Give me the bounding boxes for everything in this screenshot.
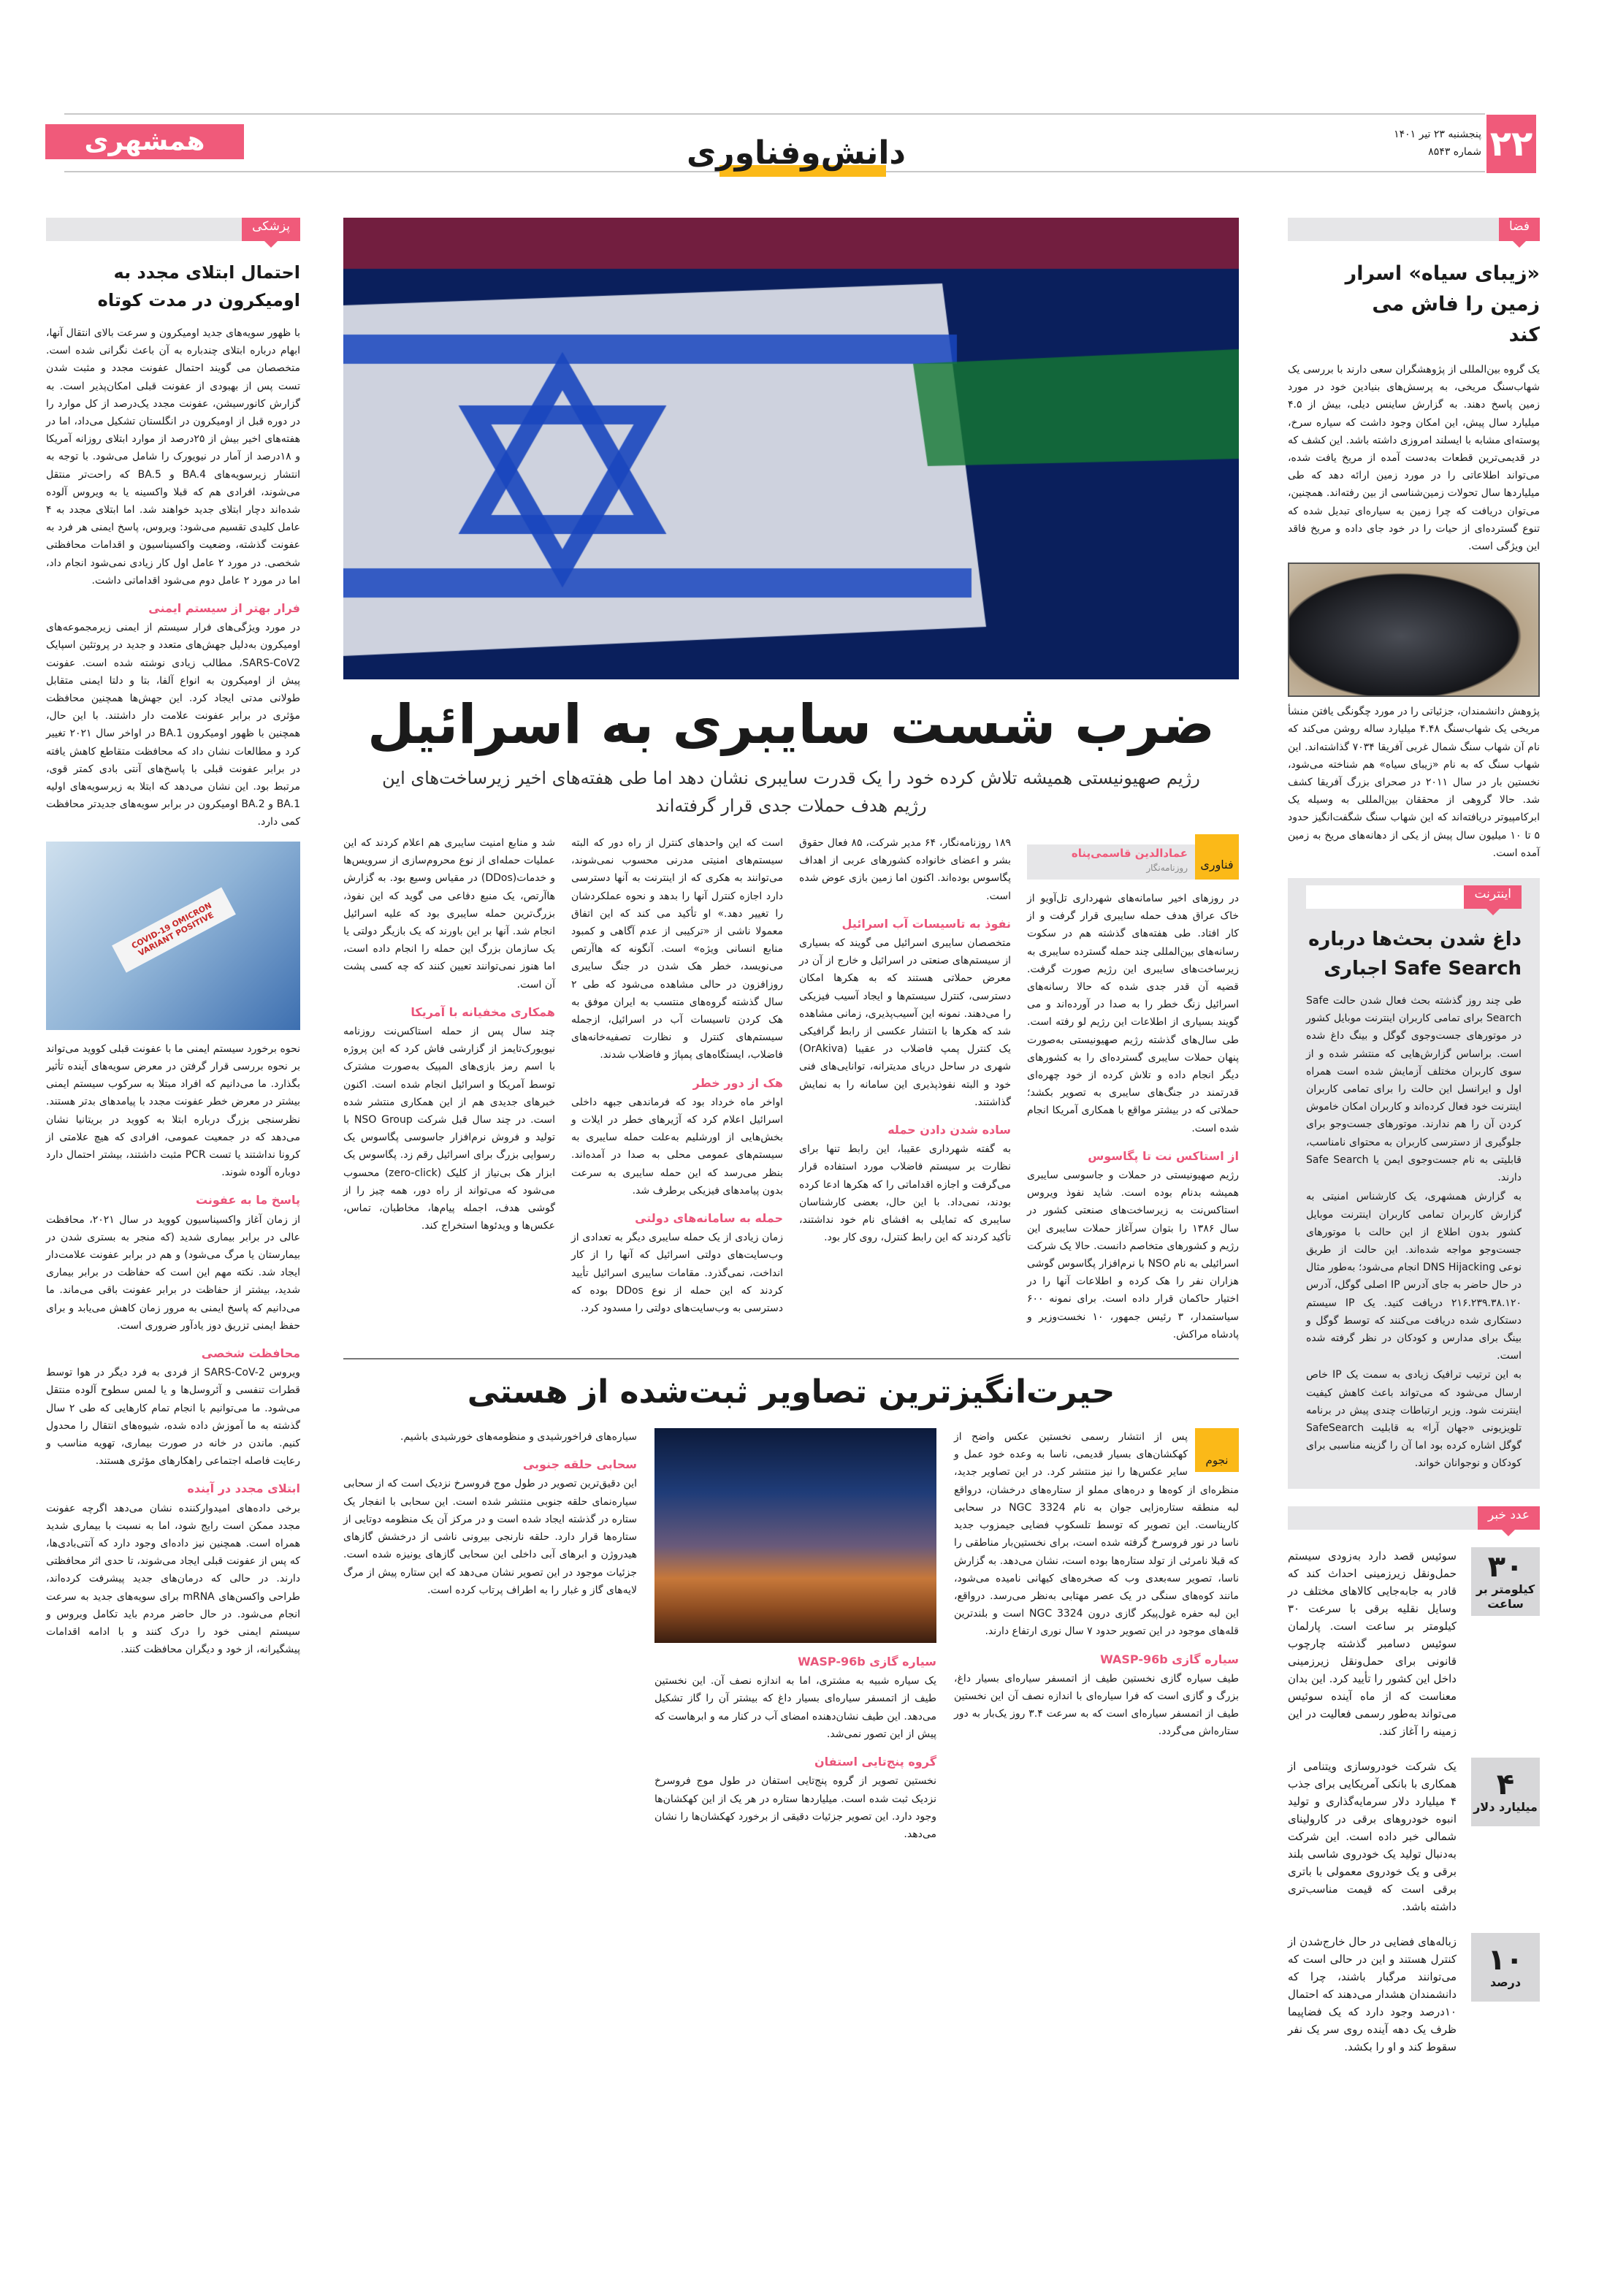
carina-nebula-photo	[654, 1428, 936, 1643]
divider	[343, 1358, 1239, 1359]
bottom-article-columns	[343, 1428, 1239, 1845]
meteorite-photo	[1288, 562, 1540, 697]
subhead: محافظت شخصی	[201, 1346, 300, 1360]
bottom-col2: سیاره گازی WASP-96b یک سیاره شبیه به مشتری، اما به اندازه نصف آن. این نخستین طیف از اتمسفر سیاره‌ای بسیار داغ که بیشتر آن را گاز تشکیل می‌دهد. این طیف نشان‌دهنده امضای آب در کنار مه و ابرهاست که پیش از این تصور نمی‌شد. گروه پنج‌تایی استفان نخستین تصویر از گروه پنج‌تایی استفان در طول موج فروسرخ نزدیک ثبت شده است. میلیاردها ستاره در هر یک از این کهکشان‌ها وجود دارد. این تصویر جزئیات دقیقی از برخورد کهکشان‌ها را نشان می‌دهد.	[654, 1428, 936, 1845]
subhead: ساده شدن دادن حمله	[888, 1123, 1011, 1137]
internet-body	[1306, 992, 1522, 1472]
cyber-flag-photo	[343, 218, 1239, 679]
internet-tag-bar	[1306, 885, 1522, 909]
subhead: از استاکس نت تا پگاسوس	[1088, 1148, 1239, 1163]
article-column: ۱۸۹ روزنامه‌نگار، ۶۴ مدیر شرکت، ۸۵ فعال حقوق بشر و اعضای خانواده کشورهای عربی از اهداف پگاسوس بوده‌اند. اکنون اما زمین بازی عوض شده است. نفوذ به تاسیسات آب اسرائیل متخصصان سایبری اسرائیل می گویند که بسیاری از سیستم‌های صنعتی در اسرائیل و خارج از آن در معرض حملاتی هستند که به هکرها امکان دسترسی، کنترل سیستم‌ها و ایجاد آسیب فیزیکی را می‌دهند. نمونه این آسیب‌پذیری، زمانی مشاهده شد که هکرها با انتشار عکسی از رابط گرافیکی یک کنترل پمپ فاضلاب در عقیبا (OrAkiva) شهری در ساحل دریای مدیترانه، توانایی‌های فنی خود و البته نفوذپذیری این سامانه را به نمایش گذاشتند. ساده شدن دادن حمله به گفته شهرداری عقیبا، این رابط تنها برای نظارت بر سیستم فاضلاب مورد استفاده قرار می‌گرفت و اجازه اقداماتی را که هکرها ادعا کرده بودند، نمی‌داد. با این حال، بعضی کارشناسان سایبری که تمایلی به افشای نام خود نداشتند، تأکید کردند که این رابط کنترل، روی کار بود.	[799, 837, 1011, 1244]
issue-number: شماره ۸۵۴۳	[1428, 146, 1481, 158]
internet-tag: اینترنت	[1464, 885, 1522, 909]
kicker-tag: فناوری	[1195, 834, 1239, 880]
author-role: روزنامه‌نگار	[1146, 863, 1188, 873]
internet-box	[1288, 878, 1540, 1488]
medical-body-top: با ظهور سویه‌های جدید اومیکرون و سرعت بالای انتقال آنها، ابهام درباره ابتلای چندباره به آن باعث نگرانی شده است. متخصصان می گویند احتمال عفونت مجدد و مثبت شدن تست پس از بهبودی از عفونت قبلی امکان‌پذیر است. به گزارش کانورسیشن، عفونت مجدد یک‌درصد از کل موارد را در دوره قبل از اومیکرون در انگلستان تشکیل می‌داد، اما در هفته‌های اخیر بیش از ۲۵درصد از موارد ابتلای روزانه آمریکا و ۱۸درصد از آمار در نیویورک را شامل می‌شود. با توجه به انتشار زیرسویه‌های BA.4 و BA.5 که راحت‌تر منتقل می‌شوند، افرادی هم که قبلا واکسینه یا به ویروس آلوده شده‌اند دچار ابتلای جدید خواهند شد. اما ابتلای مجدد به ۴ عامل کلیدی تقسیم می‌شود: ویروس، پاسخ ایمنی هر فرد به عفونت گذشته، وضعیت واکسیناسیون و اقدامات محافظتی شخصی. در مورد ۲ عامل اول کار زیادی نمی‌شود انجام داد، اما در مورد ۲ عامل دوم می‌شود اقداماتی داشت. فرار بهتر از سیستم ایمنی در مورد ویژگی‌های فرار سیستم از ایمنی زیرمجموعه‌های اومیکرون به‌دلیل جهش‌های متعدد و جدید در پروتئین اسپایک SARS-CoV2، مطالب زیادی نوشته شده است. عفونت پیش از اومیکرون به انواع آلفا، بتا و دلتا ایمنی متقابل طولانی مدتی ایجاد کرد. این جهش‌ها همچنین محافظت مؤثری در برابر عفونت علامت دار داشتند. با این حال، همچنین با ظهور اومیکرون BA.1 در اواخر سال ۲۰۲۱ تغییر کرد و مطالعات نشان داد که محافظت متقاطع کاهش یافته در برابر عفونت قبلی با پاسخ‌های آنتی بادی کمتر قوی، مرتبط بود. این نشان می‌دهد که ابتلا به زیرسویه‌های اولیه BA.1 و BA.2 اومیکرون در برابر سویه‌های جدیدتر محافظت کمی دارد.	[46, 327, 301, 828]
internet-headline: داغ شدن بحث‌ها درباره Safe Search اجباری	[1308, 928, 1522, 980]
astronomy-tag: نجوم	[1195, 1428, 1239, 1472]
subhead: سحابی حلقه جنوبی	[522, 1457, 637, 1472]
issue-info	[1394, 126, 1481, 161]
numbers-tag: عدد خبر	[1478, 1506, 1540, 1530]
author-box	[1027, 834, 1239, 880]
subhead: گروه پنج‌تایی استفان	[814, 1755, 936, 1769]
internet-paragraph: طی چند روز گذشته بحث فعال شدن حالت Safe Search برای تمامی کاربران اینترنت موبایل کشور در موتورهای جست‌وجوی گوگل و بینگ داغ شده است. براساس گزارش‌هایی که منتشر شده و از سوی کاربران مختلف آزمایش شده است همراه اول و ایرانسل این حالت را برای تمامی کاربران اینترنت خود فعال کرده‌اند و کاربران امکان خاموش کردن آن را هم ندارند. موتورهای جست‌وجو برای جلوگیری از دسترسی کاربران به محتوای نامناسب، قابلیتی به نام جست‌وجوی ایمن یا Safe Search دارند.	[1306, 995, 1522, 1184]
space-tag: فضا	[1499, 218, 1540, 241]
right-column	[1288, 218, 1540, 2056]
center-column	[343, 218, 1239, 1845]
article-column: شد و منابع امنیت سایبری هم اعلام کردند که این عملیات حمله‌ای از نوع محروم‌سازی از سرویس‌ها و خدمات(DDos) در مقیاس وسیع بود. به گزارش هاآرتص، یک منبع دفاعی می گوید که این نفوذ، بزرگ‌ترین حمله سایبری بود که علیه اسرائیل انجام شد. آنها بر این باورند که یک بازیگر دولتی یا یک سازمان بزرگ این حمله را انجام داده است، اما هنوز نمی‌توانند تعیین کنند که چه کسی پشت آن است. همکاری مخفیانه با آمریکا چند سال پس از حمله استاکس‌نت روزنامه نیویورک‌تایمز از گزارشی فاش کرد که این پروژه با اسم رمز بازی‌های المپیک به‌صورت مشترک توسط آمریکا و اسرائیل انجام شده است. اکنون خبرهای جدیدی هم از این همکاری منتشر شده است. در چند سال قبل شرکت NSO Group با تولید و فروش نرم‌افزار جاسوسی پگاسوس یک رسوایی بزرگ برای اسرائیل رقم زد. پگاسوس یک ابزار هک بی‌نیاز از کلیک (zero-click) محسوب می‌شود که می‌تواند از راه دور، همه چیز را از گوشی هدف، اجمله پیام‌ها، مخاطبان، تماس، عکس‌ها و ویدئوها استخراج کند.	[343, 837, 555, 1232]
space-headline: «زیبای سیاه» اسرار زمین را فاش می کند	[1345, 262, 1540, 346]
article-column: است که این واحدهای کنترل از راه دور که البته سیستم‌های امنیتی مدرنی محسوب نمی‌شوند، می‌توانند به هکری که از اینترنت به آنها دسترسی دارد اجازه کنترل آنها را بدهد و نحوه عملکردشان را تغییر دهد.» او تأکید می کند که این اتفاق معمولا ناشی از «ترکیبی از عدم آگاهی و کمبود منابع انسانی ویژه» است. آنگونه که هاآرتص می‌نویسد، خطر هک شدن در جنگ سایبری روزافزون در حالی مشاهده می‌شود که طی ۲ سال گذشته گروه‌های منتسب به ایران موفق به هک کردن تاسیسات آب در اسرائیل، ازجمله سیستم‌های کنترل و نظارت تصفیه‌خانه‌های فاضلاب، ایستگاه‌های پمپاژ و فاضلاب شدند. هک از دور خطر اواخر ماه خرداد بود که فرماندهی جبهه داخلی اسرائیل اعلام کرد که آژیرهای خطر در ایلات و بخش‌هایی از اورشلیم به‌علت حمله سایبری به سیستم‌های عمومی محلی به صدا در آمده‌اند. بنظر می‌رسد که این حمله سایبری به سرعت بدون پیامدهای فیزیکی برطرف شد. حمله به سامانه‌های دولتی زمان زیادی از یک حمله سایبری دیگر به تعدادی از وب‌سایت‌های دولتی اسرائیل که آنها را از کار انداخت، نمی‌گذرد. مقامات سایبری اسرائیل تأیید کردند که این حمله از نوع DDos بوده که دسترسی به وب‌سایت‌های دولتی را مسدود کرد.	[571, 837, 783, 1315]
left-column	[46, 218, 300, 1660]
subhead: سیاره گازی WASP-96b	[798, 1655, 936, 1669]
space-caption: پژوهش دانشمندان، جزئیاتی را در مورد چگونگی یافتن منشأ مریخی یک شهاب‌سنگ ۴.۴۸ میلیارد ساله روشن می‌کند که نام آن شهاب سنگ شمال غربی آفریقا ۷۰۳۴ گذاشته‌اند. این شهاب سنگ که به نام «زیبای سیاه» هم شناخته می‌شود، نخستین بار در سال ۲۰۱۱ در صحرای بزرگ آفریقا کشف شد. حالا گروهی از محققان بین‌المللی به وسیله یک ابرکامپیوتر دریافته‌اند که این شهاب سنگ شگفت‌انگیز حدود ۵ تا ۱۰ میلیون سال پیش از یکی از دهانه‌های مریخ به زمین آمده است.	[1288, 706, 1541, 859]
bottom-col3: سیاره‌های فراخورشیدی و منظومه‌های خورشیدی باشیم. سحابی حلقه جنوبی این دقیق‌ترین تصویر در طول موج فروسرخ نزدیک است که از سحابی سیاره‌نمای حلقه جنوبی منتشر شده است. این سحابی با انفجار یک ستاره در گذشته ایجاد شده است و در مرکز آن یک منظومه دوتایی از ستاره‌ها قرار دارد. حلقه نارنجی بیرونی ناشی از درخشش گازهای هیدروژن و ابرهای آبی داخلی این سحابی گازهای یونیزه شده است. جزئیات موجود در این تصویر نشان می‌دهد که این ستاره پیش از مرگ لایه‌های گاز و غبار را به اطراف پرتاب کرده است.	[343, 1431, 637, 1596]
covid-test-photo	[46, 842, 300, 1030]
subhead: سیاره گازی WASP-96b	[1100, 1652, 1239, 1666]
medical-headline: احتمال ابتلای مجدد به اومیکرون در مدت کوتاه	[97, 262, 300, 310]
test-tube-label: COVID-19 OMICRON VARIANT POSITIVE	[112, 887, 236, 972]
main-article-columns	[343, 834, 1239, 1345]
stat-box-dollars: ۴ میلیارد دلار	[1471, 1758, 1540, 1826]
stat-text-percent: زباله‌های فضایی در حال خارج‌شدن از کنترل هستند و این در حالی است که می‌توانند مرگبار باشند، چرا که دانشمندان هشدار می‌دهند که احتمال ۱۰درصد وجود دارد که یک فضاپیما ظرف یک دهه آینده روی سر یک نفر سقوط کند و او را بکشد.	[1288, 1934, 1457, 2053]
author-info	[1027, 844, 1195, 880]
main-headline: ضرب شست سایبری به اسرائیل	[367, 693, 1215, 756]
stat-item-dollars	[1288, 1758, 1540, 1915]
numbers-section-bar	[1288, 1506, 1540, 1530]
internet-paragraph: به این ترتیب ترافیک زیادی به سمت یک IP خاص ارسال می‌شود که می‌تواند باعث کاهش کیفیت اینترنت شود. وزیر ارتباطات چندی پیش در برنامه تلویزیونی «جهان آرا» به قابلیت SafeSearch گوگل اشاره کرده بود اما آن را گزینه مناسبی برای کودکان و نوجوانان خواند.	[1306, 1369, 1522, 1470]
subhead: فرار بهتر از سیستم ایمنی	[148, 601, 300, 616]
medical-body-bottom: نحوه برخورد سیستم ایمنی ما با عفونت قبلی کووید می‌تواند بر نحوه بررسی قرار گرفتن در معرض سویه‌های آینده تأثیر بگذارد. ما می‌دانیم که افراد مبتلا به سرکوب سیستم ایمنی بیشتر در معرض خطر عفونت مجدد با پیامدهای بدتر هستند. نظرسنجی بزرگ درباره ابتلا به کووید در بریتانیا نشان می‌دهد که در جمعیت عمومی، افرادی که هیچ علامتی از کرونا نداشتند یا تست PCR مثبت داشتند، بیشتر احتمال دارد دوباره آلوده شوند. پاسخ ما به عفونت از زمان آغاز واکسیناسیون کووید در سال ۲۰۲۱، محافظت عالی در برابر بیماری شدید (که منجر به بستری شدن در بیمارستان یا مرگ می‌شود) و هم در برابر عفونت علامت‌دار ایجاد شد. نکته مهم این است که حفاظت در برابر بیماری شدید، بیشتر از حفاظت در برابر عفونت باقی می‌ماند. ما می‌دانیم که پاسخ ایمنی به مرور زمان کاهش می‌یابد و برای حفظ ایمنی تزریق دوز یادآور ضروری است. محافظت شخصی ویروس SARS-CoV-2 از فردی به فرد دیگر در هوا توسط قطرات تنفسی و آئروسل‌ها و یا لمس سطوح آلوده منتقل می‌شود. ما می‌توانیم با انجام تمام کارهایی که طی ۲ سال گذشته به ما آموزش داده شده، شیوه‌های انتقال را محدول کنیم. ماندن در خانه در صورت بیماری، تهویه مناسب و رعایت فاصله اجتماعی راهکارهای مؤثری هستند. ابتلای مجدد در آینده برخی داده‌های امیدوارکننده نشان می‌دهد اگرچه عفونت مجدد ممکن است رایج شود، اما به نسبت با بیماری شدید همراه است. همچنین نیز داده‌ای وجود دارد که آنتی‌بادی‌ها، که پس از عفونت قبلی ایجاد می‌شوند، تا حدی اثر محافظتی دارند. در حالی که درمان‌های جدید پیشرفت کرده‌اند، طراحی واکسن‌های mRNA برای سویه‌های جدید به سرعت انجام می‌شود. در حال حاضر مردم باید تکامل ویروس و سیستم ایمنی خود را درک کنند و با ادامه اقدامات پیشگیرانه، از خود و دیگران محافظت کنند.	[46, 1042, 301, 1656]
subhead: همکاری مخفیانه با آمریکا	[411, 1004, 555, 1019]
subhead: پاسخ ما به عفونت	[195, 1193, 300, 1208]
medical-section-bar	[46, 218, 300, 241]
article-column: فناوری عمادالدین قاسمی‌پناه روزنامه‌نگار در روزهای اخیر سامانه‌های شهرداری تل‌آویو از خاک عراق هدف حمله سایبری قرار گرفت و از کار افتاد. طی هفته‌های گذشته هم در سکوت رسانه‌های بین‌المللی چند حمله گسترده سایبری به زیرساخت‌های سایبری این رژیم صورت گرفت. قضیه آن قدر جدی شده که حالا رسانه‌های اسرائیل زنگ خطر را به صدا در آورده‌اند و می گویند بسیاری از اطلاعات این رژیم لو رفته است. طی سال‌های گذشته رژیم صهیونیستی به‌صورت پنهان حملات سایبری گسترده‌ای را به کشورهای دیگر انجام داده و تلاش کرده از خود چهره‌ای قدرتمند در جنگ‌های سایبری به تصویر بکشد؛ حملاتی که در بیشتر مواقع با همکاری آمریکا انجام شده است. از استاکس نت تا پگاسوس رژیم صهیونیستی در حملات و جاسوسی سایبری همیشه بدنام بوده است. شاید نفوذ ویروس استاکس‌نت به زیرساخت‌های صنعتی کشور در سال ۱۳۸۶ را بتوان سرآغاز حملات سایبری این رژیم و کشورهای متخاصم دانست. حالا یک شرکت اسرائیلی به نام NSO با نرم‌افزار پگاسوس گوشی هزاران نفر را هک کرده و اطلاعات آنها را در اختیار حاکمان قرار داده است. برای نمونه ۶۰۰ سیاستمدار، ۳ رئیس جمهور، ۱۰ نخست‌وزیر و پادشاه مراکش.	[1027, 834, 1239, 1345]
bottom-headline: حیرت‌انگیزترین تصاویر ثبت‌شده از هستی	[467, 1373, 1115, 1411]
internet-paragraph: به گزارش همشهری، یک کارشناس امنیتی به گزارش کاربران تمامی کاربران اینترنت موبایل کشور بدون اطلاع از این حالت با موتورهای جست‌وجو مواجه شده‌اند. این حالت از طریق نوعی DNS Hijacking انجام می‌شود؛ به‌طور مثال در حال حاضر به جای آدرس IP اصلی گوگل، آدرس ۲۱۶.۲۳۹.۳۸.۱۲۰ دریافت کنید. یک IP سیستم دستکاری شده دریافت می‌کنند که توسط گوگل و بینگ برای مدارس و کودکان در نظر گرفته شده است.	[1306, 1191, 1522, 1362]
subhead: نفوذ به تاسیسات آب اسرائیل	[841, 916, 1011, 931]
space-body: یک گروه بین‌المللی از پژوهشگران سعی دارند با بررسی یک شهاب‌سنگ مریخی، به پرسش‌های بنیادین خود در مورد زمین پاسخ دهند. به گزارش ساینس دیلی، بیش از ۴.۵ میلیارد سال پیش، این امکان وجود داشت که سیاره سرخ، پوسته‌ای مشابه با ایسلند امروزی داشته باشد. این کشف که در قدیمی‌ترین قطعات به‌دست آمده از مریخ یافت شده، می‌تواند اطلاعاتی را در مورد زمین ارائه دهد که طی میلیاردها سال تحولات زمین‌شناسی از بین رفته‌اند. همچنین، می‌توان دریافت که چرا زمین به سیاره‌ای تبدیل شده که تنوع گسترده‌ای از حیات را در خود جای داده و مریخ فاقد این ویژگی است.	[1288, 364, 1540, 553]
stat-box-percent: ۱۰ درصد	[1471, 1933, 1540, 2002]
main-subtitle: رژیم صهیونیستی همیشه تلاش کرده خود را یک قدرت سایبری نشان دهد اما طی هفته‌های اخیر زیرساخت‌های این رژیم هدف حملات جدی قرار گرفته‌اند	[382, 768, 1200, 816]
bottom-col1: نجوم پس از انتشار رسمی نخستین عکس واضح از کهکشان‌های بسیار قدیمی، ناسا به وعده خود عمل و سایر عکس‌ها را نیز منتشر کرد. در این تصاویر جدید، منظره‌ای از کوه‌ها و دره‌های مملو از ستاره‌های درخشان، درواقع لبه منطقه ستاره‌زایی جوان به نام NGC 3324 در سحابی کاریناست. این تصویر که توسط تلسکوپ فضایی جیمزوب جدید ناسا در نور فروسرخ گرفته شده است، برای نخستین‌بار مناطقی را که قبلا نامرئی از تولد ستاره‌ها بوده است، نشان می‌دهد. به گزارش ناسا، تصویر سه‌بعدی وب که صخره‌های کیهانی نامیده می‌شود، مانند کوه‌های سنگی در یک عصر مهتابی به‌نظر می‌رسد. درواقع، این لبه حفره غول‌پیکر گازی درون NGC 3324 است و بلندترین قله‌های موجود در این تصویر حدود ۷ سال نوری ارتفاع دارند. سیاره گازی WASP-96b طیف سیاره گازی نخستین طیف از اتمسفر سیاره‌ای بسیار داغ، بزرگ و گازی است که فرا سیاره‌ای با اندازه نصف آن این نخستین طیف از اتمسفر سیاره‌ای است که به سرعت ۳.۴ روز یک‌بار به دور ستاره‌اش می‌گردد.	[954, 1428, 1239, 1742]
stat-item-percent	[1288, 1933, 1540, 2056]
issue-date: پنجشنبه ۲۳ تیر ۱۴۰۱	[1394, 129, 1481, 140]
subhead: ابتلای مجدد در آینده	[187, 1481, 300, 1496]
newspaper-logo: همشهری	[45, 124, 244, 159]
subhead: هک از دور خطر	[692, 1075, 783, 1090]
stat-text-speed: سوئیس قصد دارد به‌زودی سیستم حمل‌ونقل زیرزمینی احداث کند که قادر به جابه‌جایی کالاهای مختلف در وسایل نقلیه برقی با سرعت ۳۰ کیلومتر بر ساعت است. پارلمان سوئیس دسامبر گذشته چارچوب قانونی برای حمل‌ونقل زیرزمینی داخل این کشور را تأیید کرد. این بدان معناست که از ماه آینده سوئیس می‌تواند به‌طور رسمی فعالیت در این زمینه را آغاز کند.	[1288, 1549, 1457, 1738]
stat-box-speed: ۳۰ کیلومتر بر ساعت	[1471, 1547, 1540, 1616]
space-section-bar	[1288, 218, 1540, 241]
stat-text-dollars: یک شرکت خودروسازی ویتنامی از همکاری با بانکی آمریکایی برای جذب ۴ میلیارد دلار سرمایه‌گذاری و تولید انبوه خودروهای برقی در کارولینای شمالی خبر داده است. این شرکت به‌دنبال تولید یک خودروی شاسی بلند برقی و یک خودروی معمولی با باتری برقی است که قیمت مناسب‌تری داشته باشد.	[1288, 1759, 1457, 1913]
author-name: عمادالدین قاسمی‌پناه	[1071, 847, 1188, 860]
medical-tag: پزشکی	[242, 218, 300, 241]
stat-item-speed	[1288, 1547, 1540, 1740]
section-title: دانش‌وفناوری	[686, 134, 906, 172]
subhead: حمله به سامانه‌های دولتی	[635, 1211, 783, 1226]
page-number: ۲۲	[1486, 115, 1536, 173]
header-top-rule	[64, 113, 1485, 115]
